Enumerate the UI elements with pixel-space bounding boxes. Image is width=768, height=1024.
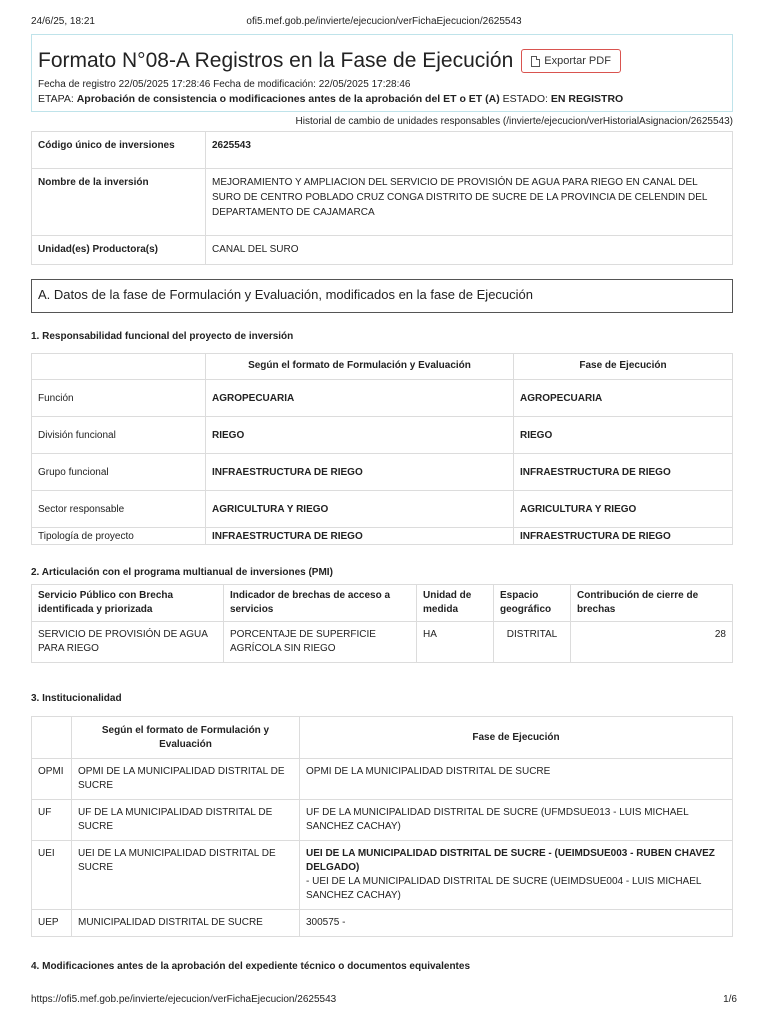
- row-label: Tipología de proyecto: [32, 528, 206, 545]
- col-indicador-header: Indicador de brechas de acceso a servicios: [224, 585, 417, 622]
- cell-espacio: DISTRITAL: [494, 622, 571, 663]
- col-contribucion-header: Contribución de cierre de brechas: [571, 585, 733, 622]
- cell-ejecucion: RIEGO: [514, 417, 733, 454]
- etapa-value: Aprobación de consistencia o modificaciones antes de la aprobación del ET o ET (A): [76, 93, 500, 105]
- table-row: [32, 841, 733, 910]
- codigo-value: 2625543: [206, 132, 733, 169]
- print-datetime: 24/6/25, 18:21: [31, 16, 95, 27]
- unidad-value: CANAL DEL SURO: [206, 236, 733, 265]
- pdf-file-icon: [531, 56, 540, 67]
- page-title: Formato N°08-A Registros en la Fase de Ejecución: [38, 49, 514, 72]
- table-row: [32, 169, 733, 236]
- cell-ejecucion: [300, 841, 733, 910]
- print-header: [31, 16, 737, 30]
- cell-formulacion: MUNICIPALIDAD DISTRITAL DE SUCRE: [72, 910, 300, 937]
- export-pdf-label: Exportar PDF: [544, 55, 611, 67]
- col-formulacion-header: Según el formato de Formulación y Evaluación: [72, 717, 300, 759]
- col-ejecucion-header: Fase de Ejecución: [300, 717, 733, 759]
- table-row: [32, 132, 733, 169]
- cell-formulacion: OPMI DE LA MUNICIPALIDAD DISTRITAL DE SUCRE: [72, 759, 300, 800]
- codigo-label: Código único de inversiones: [32, 132, 206, 169]
- table-row: [32, 910, 733, 937]
- uei-primary: UEI DE LA MUNICIPALIDAD DISTRITAL DE SUCRE - (UEIMDSUE003 - RUBEN CHAVEZ DELGADO): [306, 848, 715, 873]
- record-dates: Fecha de registro 22/05/2025 17:28:46 Fecha de modificación: 22/05/2025 17:28:46: [38, 79, 411, 90]
- cell-contribucion: 28: [571, 622, 733, 663]
- pmi-table: [31, 584, 733, 663]
- uei-secondary: - UEI DE LA MUNICIPALIDAD DISTRITAL DE SUCRE (UEIMDSUE004 - LUIS MICHAEL SANCHEZ CACHAY): [306, 876, 702, 901]
- cell-formulacion: AGROPECUARIA: [206, 380, 514, 417]
- blank-header: [32, 717, 72, 759]
- table-header-row: [32, 354, 733, 380]
- table-row: [32, 236, 733, 265]
- unidad-label: Unidad(es) Productora(s): [32, 236, 206, 265]
- table-header-row: [32, 717, 733, 759]
- etapa-label: ETAPA:: [38, 93, 77, 105]
- cell-ejecucion: AGRICULTURA Y RIEGO: [514, 491, 733, 528]
- col-ejecucion-header: Fase de Ejecución: [514, 354, 733, 380]
- investment-info-table: [31, 131, 733, 265]
- blank-header: [32, 354, 206, 380]
- estado-label: ESTADO:: [499, 93, 551, 105]
- table-row: [32, 800, 733, 841]
- responsabilidad-table: [31, 353, 733, 545]
- cell-formulacion: INFRAESTRUCTURA DE RIEGO: [206, 528, 514, 545]
- table-row: [32, 454, 733, 491]
- nombre-value: MEJORAMIENTO Y AMPLIACION DEL SERVICIO DE PROVISIÓN DE AGUA PARA RIEGO EN CANAL DEL SURO DE CENTRO POBLADO CRUZ CONGA DISTRITO DE SUCRE DE LA PROVINCIA DE CELENDIN DEL DEPARTAMENTO DE CAJAMARCA: [206, 169, 733, 236]
- row-label: UEP: [32, 910, 72, 937]
- row-label: Función: [32, 380, 206, 417]
- main-content: [31, 34, 733, 983]
- historial-link[interactable]: Historial de cambio de unidades responsables (/invierte/ejecucion/verHistorialAsignacion/2625543): [295, 116, 733, 127]
- s1-heading: 1. Responsabilidad funcional del proyecto de inversión: [31, 331, 294, 342]
- cell-formulacion: UEI DE LA MUNICIPALIDAD DISTRITAL DE SUCRE: [72, 841, 300, 910]
- print-footer: [31, 994, 737, 1008]
- table-row: [32, 759, 733, 800]
- cell-ejecucion: UF DE LA MUNICIPALIDAD DISTRITAL DE SUCRE (UFMDSUE013 - LUIS MICHAEL SANCHEZ CACHAY): [300, 800, 733, 841]
- col-espacio-header: Espacio geográfico: [494, 585, 571, 622]
- row-label: UEI: [32, 841, 72, 910]
- cell-formulacion: UF DE LA MUNICIPALIDAD DISTRITAL DE SUCRE: [72, 800, 300, 841]
- row-label: OPMI: [32, 759, 72, 800]
- table-header-row: [32, 585, 733, 622]
- cell-formulacion: AGRICULTURA Y RIEGO: [206, 491, 514, 528]
- cell-ejecucion: AGROPECUARIA: [514, 380, 733, 417]
- footer-url: https://ofi5.mef.gob.pe/invierte/ejecucion/verFichaEjecucion/2625543: [31, 994, 337, 1005]
- s4-heading: 4. Modificaciones antes de la aprobación del expediente técnico o documentos equivalentes: [31, 961, 471, 972]
- section-a-heading: A. Datos de la fase de Formulación y Evaluación, modificados en la fase de Ejecución: [31, 279, 733, 313]
- table-row: [32, 380, 733, 417]
- cell-ejecucion: 300575 -: [300, 910, 733, 937]
- table-row: [32, 417, 733, 454]
- cell-ejecucion: INFRAESTRUCTURA DE RIEGO: [514, 528, 733, 545]
- cell-ejecucion: OPMI DE LA MUNICIPALIDAD DISTRITAL DE SUCRE: [300, 759, 733, 800]
- table-row: [32, 622, 733, 663]
- export-pdf-button[interactable]: [521, 49, 621, 73]
- cell-ejecucion: INFRAESTRUCTURA DE RIEGO: [514, 454, 733, 491]
- s2-heading: 2. Articulación con el programa multianual de inversiones (PMI): [31, 567, 333, 578]
- col-servicio-header: Servicio Público con Brecha identificada y priorizada: [32, 585, 224, 622]
- row-label: UF: [32, 800, 72, 841]
- row-label: División funcional: [32, 417, 206, 454]
- cell-indicador: PORCENTAJE DE SUPERFICIE AGRÍCOLA SIN RIEGO: [224, 622, 417, 663]
- table-row: [32, 528, 733, 545]
- cell-formulacion: RIEGO: [206, 417, 514, 454]
- cell-servicio: SERVICIO DE PROVISIÓN DE AGUA PARA RIEGO: [32, 622, 224, 663]
- col-unidad-header: Unidad de medida: [417, 585, 494, 622]
- institucionalidad-table: [31, 716, 733, 937]
- cell-unidad: HA: [417, 622, 494, 663]
- cell-formulacion: INFRAESTRUCTURA DE RIEGO: [206, 454, 514, 491]
- title-panel: [31, 34, 733, 112]
- table-row: [32, 491, 733, 528]
- row-label: Sector responsable: [32, 491, 206, 528]
- s3-heading: 3. Institucionalidad: [31, 693, 122, 704]
- page-number: 1/6: [723, 994, 737, 1005]
- estado-value: EN REGISTRO: [550, 93, 624, 105]
- etapa-line: [38, 93, 726, 105]
- col-formulacion-header: Según el formato de Formulación y Evaluación: [206, 354, 514, 380]
- print-url: ofi5.mef.gob.pe/invierte/ejecucion/verFichaEjecucion/2625543: [246, 16, 522, 27]
- nombre-label: Nombre de la inversión: [32, 169, 206, 236]
- row-label: Grupo funcional: [32, 454, 206, 491]
